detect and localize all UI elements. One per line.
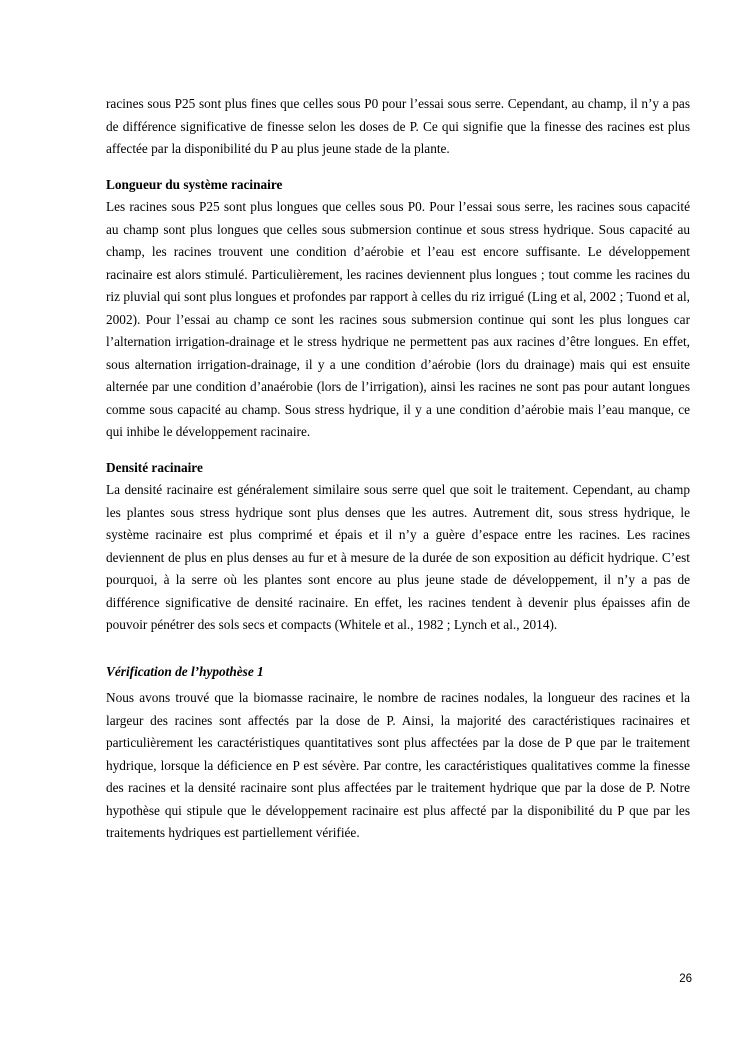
heading-verification: Vérification de l’hypothèse 1	[106, 663, 264, 679]
paragraph-verification: Nous avons trouvé que la biomasse racinaire, le nombre de racines nodales, la longueur des racines et la largeur des racines sont affectés par la dose de P. Ainsi, la majorité des caractéristiques racinaires et particulièrement les caractéristiques quantitatives sont plus affectées par la dose de P que par le traitement hydrique, lorsque la déficience en P est sévère. Par contre, les caractéristiques qualitatives comme la finesse des racines et la densité racinaire sont plus affectées par le traitement hydrique que par la dose de P. Notre hypothèse qui stipule que le développement racinaire est plus affecté par la disponibilité du P que par les traitements hydriques est partiellement vérifiée.	[106, 690, 690, 840]
page-number: 26	[679, 973, 692, 985]
paragraph-intro: racines sous P25 sont plus fines que celles sous P0 pour l’essai sous serre. Cependant, au champ, il n’y a pas de différence significative de finesse selon les doses de P. Ce qui signifie que la finesse des racines est plus affectée par la disponibilité du P au plus jeune stade de la plante.	[106, 96, 690, 156]
paragraph-densite: La densité racinaire est généralement similaire sous serre quel que soit le traitement. Cependant, au champ les plantes sous stress hydrique sont plus denses que les autres. Autrement dit, sous stress hydrique, le système racinaire est plus comprimé et épais et il n’y a guère d’espace entre les racines. Les racines deviennent de plus en plus denses au fur et à mesure de la durée de son exposition au déficit hydrique. C’est pourquoi, à la serre où les plantes sont encore au plus jeune stade de développement, il n’y a pas de différence significative de densité racinaire. En effet, les racines tendent à devenir plus épaisses afin de pouvoir pénétrer des sols secs et compacts (Whitele et al., 1982 ; Lynch et al., 2014).	[106, 482, 690, 632]
page-body	[106, 93, 690, 845]
heading-longueur: Longueur du système racinaire	[106, 176, 283, 192]
paragraph-longueur: Les racines sous P25 sont plus longues que celles sous P0. Pour l’essai sous serre, les racines sous capacité au champ sont plus longues que celles sous submersion continue et sous stress hydrique. Sous capacité au champ, les racines trouvent une condition d’aérobie et l’eau est encore suffisante. Le développement racinaire est alors stimulé. Particulièrement, les racines deviennent plus longues ; tout comme les racines du riz pluvial qui sont plus longues et profondes par rapport à celles du riz irrigué (Ling et al, 2002 ; Tuond et al, 2002). Pour l’essai au champ ce sont les racines sous submersion continue qui sont les plus longues car l’alternation irrigation-drainage et le stress hydrique ne permettent pas aux racines d’être longues. En effet, sous alternation irrigation-drainage, il y a une condition d’aérobie (lors du drainage) mais qui est ensuite alternée par une condition d’anaérobie (lors de l’irrigation), ainsi les racines ne sont pas pour autant longues comme sous capacité au champ. Sous stress hydrique, il y a une condition d’aérobie mais l’eau manque, ce qui inhibe le développement racinaire.	[106, 199, 690, 439]
heading-densite: Densité racinaire	[106, 459, 203, 475]
